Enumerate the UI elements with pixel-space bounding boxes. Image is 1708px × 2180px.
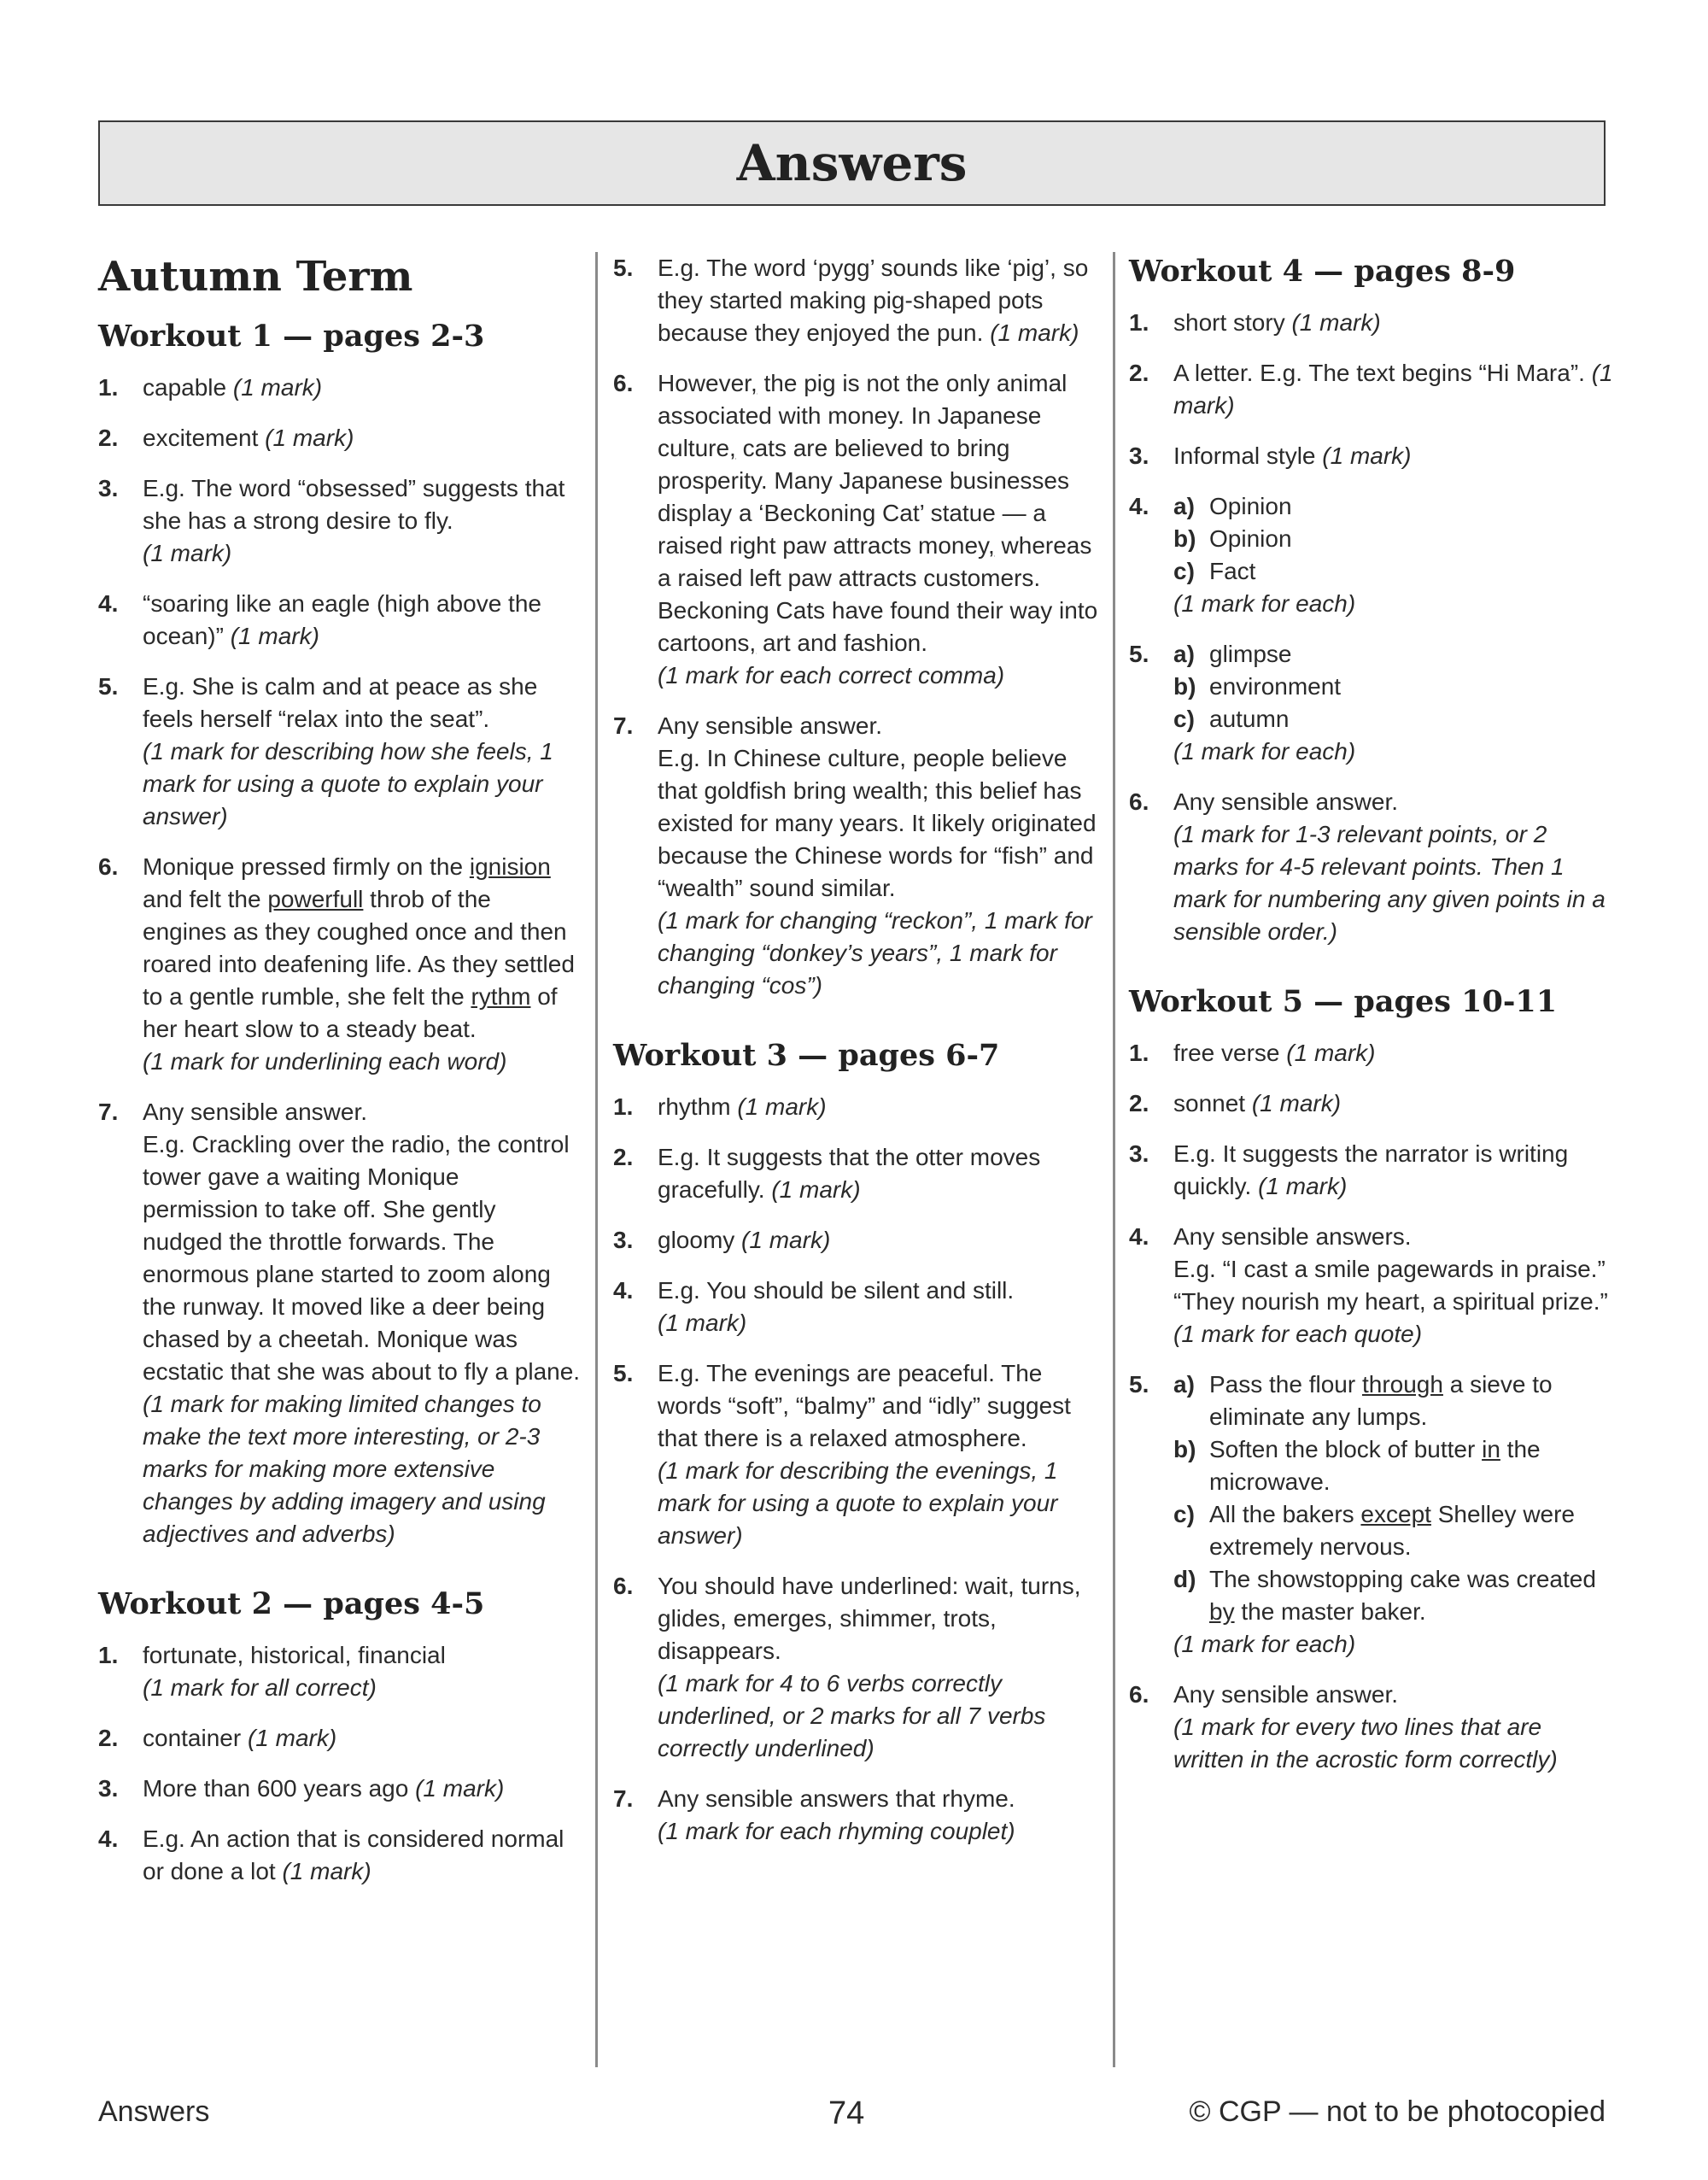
sub-label: c) — [1173, 558, 1195, 584]
answer-item — [98, 422, 581, 454]
mark-note: (1 mark) — [1258, 1173, 1348, 1199]
sub-answer — [1173, 490, 1616, 523]
mark-note: (1 mark for every two lines that are written in the acrostic form correctly) — [1173, 1714, 1558, 1773]
answer-item — [98, 1823, 581, 1888]
answer-number: 2. — [98, 1725, 119, 1751]
sub-answer — [1173, 1433, 1616, 1498]
sub-label: d) — [1173, 1566, 1196, 1592]
sub-answer — [1173, 703, 1616, 735]
answer-text: Opinion — [1209, 493, 1292, 519]
answer-number: 1. — [1129, 1040, 1149, 1066]
answer-text: autumn — [1209, 706, 1290, 732]
answer-item — [613, 1224, 1108, 1257]
answer-text: short story — [1173, 309, 1292, 336]
mark-note: (1 mark) — [230, 623, 319, 649]
answer-text: excitement — [143, 425, 266, 451]
answer-number: 1. — [98, 1642, 119, 1668]
sub-answer — [1173, 1368, 1616, 1433]
answer-item — [1129, 638, 1616, 768]
underlined-word: by — [1209, 1598, 1235, 1625]
answer-number: 2. — [1129, 360, 1149, 386]
mark-note: (1 mark for 1-3 relevant points, or 2 marks for 4-5 relevant points. Then 1 mark for numbering any given points in a sensible order.) — [1173, 821, 1606, 945]
underlined-word: through — [1361, 1371, 1443, 1398]
answer-text: E.g. She is calm and at peace as she feels herself “relax into the seat”. — [143, 673, 538, 732]
answer-number: 2. — [1129, 1090, 1149, 1116]
sub-label: b) — [1173, 525, 1196, 552]
answer-item — [1129, 1138, 1616, 1203]
answer-text: rhythm — [658, 1093, 738, 1120]
workout-1-heading: Workout 1 — pages 2-3 — [98, 319, 485, 354]
answer-text: However — [658, 370, 751, 396]
answer-number: 4. — [98, 590, 119, 617]
title-banner — [98, 120, 1606, 206]
sub-label: a) — [1173, 1371, 1195, 1398]
answer-item — [613, 252, 1108, 349]
answer-text: E.g. It suggests that the otter moves gracefully. — [658, 1144, 1041, 1203]
answer-item — [98, 1773, 581, 1805]
mark-note: (1 mark for each) — [1173, 590, 1356, 617]
answer-item — [613, 367, 1108, 692]
answer-text: “They nourish my heart, a spiritual prize.” — [1173, 1288, 1608, 1315]
underlined-word: rythm — [471, 983, 531, 1010]
column-2 — [613, 252, 1108, 1866]
answer-item — [98, 851, 581, 1078]
sub-label: a) — [1173, 493, 1195, 519]
answer-text: Shelley were extremely nervous. — [1209, 1501, 1576, 1560]
workout-1-answers — [98, 372, 581, 1550]
answer-text: fortunate, historical, financial — [143, 1642, 446, 1668]
answer-text: whereas a raised left paw attracts customers. Beckoning Cats have found their way into cartoons — [658, 532, 1098, 656]
answer-text: the pig is not the only animal associated with money. In Japanese culture — [658, 370, 1068, 461]
workout-3-answers — [613, 1091, 1108, 1848]
answer-number: 7. — [613, 1785, 634, 1812]
answer-text: Informal style — [1173, 442, 1323, 469]
workout-5-heading: Workout 5 — pages 10-11 — [1129, 984, 1558, 1019]
mark-note: (1 mark) — [771, 1176, 861, 1203]
answer-text: cats are believed to bring prosperity. Many Japanese businesses display a ‘Beckoning Cat’ statue — a raised right paw attracts money — [658, 435, 1069, 559]
mark-note: (1 mark) — [282, 1858, 371, 1884]
answer-item — [98, 1639, 581, 1704]
answer-text: the microwave. — [1209, 1436, 1541, 1495]
underlined-comma: , — [749, 630, 757, 656]
answer-item — [98, 1722, 581, 1755]
answer-number: 3. — [613, 1227, 634, 1253]
answer-text: Any sensible answers that rhyme. — [658, 1785, 1015, 1812]
mark-note: (1 mark) — [232, 374, 323, 401]
answer-text: Opinion — [1209, 525, 1292, 552]
answer-text: E.g. It suggests the narrator is writing quickly. — [1173, 1140, 1569, 1199]
answer-text: E.g. In Chinese culture, people believe that goldfish bring wealth; this belief has existed for many years. It likely originated because the Chinese words for “fish” and “wealth” sound similar. — [658, 745, 1097, 901]
underlined-word: powerfull — [267, 886, 364, 912]
answer-text: Any sensible answers. — [1173, 1223, 1412, 1250]
answer-item — [1129, 357, 1616, 422]
underlined-word: ignision — [469, 853, 551, 880]
answer-text: Any sensible answer. — [1173, 1681, 1399, 1708]
answer-item — [1129, 490, 1616, 620]
answer-item — [613, 710, 1108, 1002]
answer-text: Any sensible answer. — [658, 712, 883, 739]
mark-note: (1 mark for underlining each word) — [143, 1048, 507, 1075]
answer-number: 1. — [613, 1093, 634, 1120]
underlined-comma: , — [987, 532, 995, 559]
answer-text: You should have underlined: wait, turns, glides, emerges, shimmer, trots, disappears. — [658, 1573, 1081, 1664]
answer-text: sonnet — [1173, 1090, 1252, 1116]
answer-text: and felt the — [143, 886, 268, 912]
answer-text: capable — [143, 374, 233, 401]
mark-note: (1 mark) — [265, 425, 354, 451]
answer-item — [613, 1141, 1108, 1206]
column-divider — [1113, 252, 1115, 2067]
answer-item — [98, 671, 581, 833]
answer-text: Any sensible answer. — [1173, 788, 1399, 815]
mark-note: (1 mark) — [990, 319, 1079, 346]
answer-text: Fact — [1209, 558, 1256, 584]
answer-text: Pass the flour — [1209, 1371, 1362, 1398]
answer-text: container — [143, 1725, 248, 1751]
workout-2-answers-continued — [613, 252, 1108, 1002]
answer-number: 3. — [1129, 442, 1149, 469]
mark-note: (1 mark for changing “reckon”, 1 mark for changing “donkey’s years”, 1 mark for changing “cos”) — [658, 907, 1092, 999]
answer-number: 5. — [1129, 1371, 1149, 1398]
sub-answer — [1173, 638, 1616, 671]
answer-item — [98, 588, 581, 653]
sub-label: b) — [1173, 1436, 1196, 1462]
answer-item — [98, 372, 581, 404]
workout-2-answers — [98, 1639, 581, 1888]
mark-note: (1 mark) — [1291, 309, 1381, 336]
answer-number: 6. — [1129, 788, 1149, 815]
mark-note: (1 mark for each quote) — [1173, 1321, 1423, 1347]
answer-item — [98, 472, 581, 570]
answer-text: All the bakers — [1209, 1501, 1361, 1527]
answer-text: of her heart slow to a steady beat. — [143, 983, 558, 1042]
answer-number: 3. — [98, 475, 119, 501]
answer-number: 6. — [613, 1573, 634, 1599]
workout-4-heading: Workout 4 — pages 8-9 — [1129, 254, 1516, 289]
answer-number: 7. — [613, 712, 634, 739]
answer-number: 6. — [613, 370, 634, 396]
answer-item — [613, 1275, 1108, 1339]
answer-text: environment — [1209, 673, 1342, 700]
mark-note: (1 mark for 4 to 6 verbs correctly underlined, or 2 marks for all 7 verbs correctly underlined) — [658, 1670, 1046, 1761]
mark-note: (1 mark) — [143, 540, 232, 566]
answer-text: “soaring like an eagle (high above the ocean)” — [143, 590, 541, 649]
copyright-notice: © CGP — not to be photocopied — [1189, 2095, 1606, 2128]
answer-number: 1. — [1129, 309, 1149, 336]
mark-note: (1 mark for describing how she feels, 1 mark for using a quote to explain your answer) — [143, 738, 553, 829]
answer-item — [98, 1096, 581, 1550]
mark-note: (1 mark for each rhyming couplet) — [658, 1818, 1015, 1844]
answer-number: 1. — [98, 374, 119, 401]
answer-item — [1129, 1221, 1616, 1351]
answer-number: 3. — [98, 1775, 119, 1802]
answer-item — [1129, 1679, 1616, 1776]
sub-answer — [1173, 1563, 1616, 1628]
underlined-word: except — [1360, 1501, 1431, 1527]
answer-text: the master baker. — [1234, 1598, 1426, 1625]
mark-note: (1 mark) — [247, 1725, 337, 1751]
answer-number: 6. — [1129, 1681, 1149, 1708]
answer-item — [613, 1783, 1108, 1848]
mark-note: (1 mark for each correct comma) — [658, 662, 1005, 689]
answer-number: 6. — [98, 853, 119, 880]
mark-note: (1 mark) — [658, 1310, 747, 1336]
workout-2-heading: Workout 2 — pages 4-5 — [98, 1586, 485, 1621]
column-1 — [98, 252, 581, 1906]
mark-note: (1 mark) — [741, 1227, 831, 1253]
answer-number: 7. — [98, 1099, 119, 1125]
answer-item — [1129, 1368, 1616, 1661]
answer-text: throb of the engines as they coughed once and then roared into deafening life. As they settled to a gentle rumble, she felt the — [143, 886, 575, 1010]
answer-text: free verse — [1173, 1040, 1287, 1066]
answer-number: 3. — [1129, 1140, 1149, 1167]
answer-item — [613, 1357, 1108, 1552]
mark-note: (1 mark) — [415, 1775, 505, 1802]
mark-note: (1 mark for all correct) — [143, 1674, 377, 1701]
answer-item — [1129, 440, 1616, 472]
answer-number: 4. — [1129, 1223, 1149, 1250]
sub-answer — [1173, 671, 1616, 703]
sub-label: a) — [1173, 641, 1195, 667]
answer-item — [1129, 1037, 1616, 1069]
answer-number: 2. — [98, 425, 119, 451]
answer-text: Monique pressed firmly on the — [143, 853, 470, 880]
answer-text: E.g. The evenings are peaceful. The words “soft”, “balmy” and “idly” suggest that there is a relaxed atmosphere. — [658, 1360, 1071, 1451]
underlined-comma: , — [750, 370, 757, 396]
answer-number: 5. — [1129, 641, 1149, 667]
answer-text: Any sensible answer. — [143, 1099, 368, 1125]
answer-text: art and fashion. — [756, 630, 927, 656]
answer-text: E.g. Crackling over the radio, the control tower gave a waiting Monique permission to take off. She gently nudged the throttle forwards. The enormous plane started to zoom along the runway. It moved like a deer being chased by a cheetah. Monique was ecstatic that she was about to fly a plane. — [143, 1131, 581, 1385]
mark-note: (1 mark for making limited changes to make the text more interesting, or 2-3 marks for making more extensive changes by adding imagery and using adjectives and adverbs) — [143, 1391, 546, 1547]
answer-text: E.g. The word ‘pygg’ sounds like ‘pig’, so they started making pig-shaped pots because they enjoyed the pun. — [658, 255, 1089, 346]
sub-label: b) — [1173, 673, 1196, 700]
answer-number: 2. — [613, 1144, 634, 1170]
mark-note: (1 mark) — [737, 1093, 827, 1120]
answer-text: Soften the block of butter — [1209, 1436, 1483, 1462]
answer-number: 5. — [613, 255, 634, 281]
sub-label: c) — [1173, 1501, 1195, 1527]
page-title: Answers — [736, 134, 968, 192]
mark-note: (1 mark) — [1322, 442, 1412, 469]
sub-answer — [1173, 555, 1616, 588]
column-3 — [1129, 252, 1616, 1794]
answer-text: E.g. The word “obsessed” suggests that she has a strong desire to fly. — [143, 475, 565, 534]
answer-text: E.g. An action that is considered normal or done a lot — [143, 1825, 564, 1884]
answer-text: glimpse — [1209, 641, 1292, 667]
answer-text: The showstopping cake was created — [1209, 1566, 1596, 1592]
answer-text: A letter. E.g. The text begins “Hi Mara”. — [1173, 360, 1592, 386]
sub-answer — [1173, 523, 1616, 555]
answer-text: E.g. You should be silent and still. — [658, 1277, 1015, 1304]
column-divider — [595, 252, 598, 2067]
answer-number: 4. — [613, 1277, 634, 1304]
mark-note: (1 mark for describing the evenings, 1 mark for using a quote to explain your answer) — [658, 1457, 1058, 1549]
workout-5-answers — [1129, 1037, 1616, 1776]
underlined-comma: , — [729, 435, 736, 461]
answer-text: More than 600 years ago — [143, 1775, 416, 1802]
mark-note: (1 mark) — [1251, 1090, 1342, 1116]
mark-note: (1 mark for each) — [1173, 738, 1356, 765]
mark-note: (1 mark) — [1173, 360, 1613, 419]
answer-item — [1129, 786, 1616, 948]
sub-answer — [1173, 1498, 1616, 1563]
answer-item — [1129, 307, 1616, 339]
answer-text: a sieve to eliminate any lumps. — [1209, 1371, 1553, 1430]
workout-4-answers — [1129, 307, 1616, 948]
answer-text: gloomy — [658, 1227, 742, 1253]
workout-3-heading: Workout 3 — pages 6-7 — [613, 1038, 1000, 1073]
sub-label: c) — [1173, 706, 1195, 732]
answer-number: 5. — [98, 673, 119, 700]
answer-number: 5. — [613, 1360, 634, 1386]
mark-note: (1 mark for each) — [1173, 1631, 1356, 1657]
answer-item — [613, 1570, 1108, 1765]
answer-number: 4. — [98, 1825, 119, 1852]
mark-note: (1 mark) — [1286, 1040, 1376, 1066]
page-number: 74 — [828, 2095, 865, 2131]
term-heading: Autumn Term — [98, 253, 413, 301]
underlined-word: in — [1482, 1436, 1500, 1462]
answer-item — [1129, 1087, 1616, 1120]
footer-section-label: Answers — [98, 2095, 210, 2128]
answer-text: E.g. “I cast a smile pagewards in praise.” — [1173, 1256, 1606, 1282]
answer-number: 4. — [1129, 493, 1149, 519]
answer-item — [613, 1091, 1108, 1123]
